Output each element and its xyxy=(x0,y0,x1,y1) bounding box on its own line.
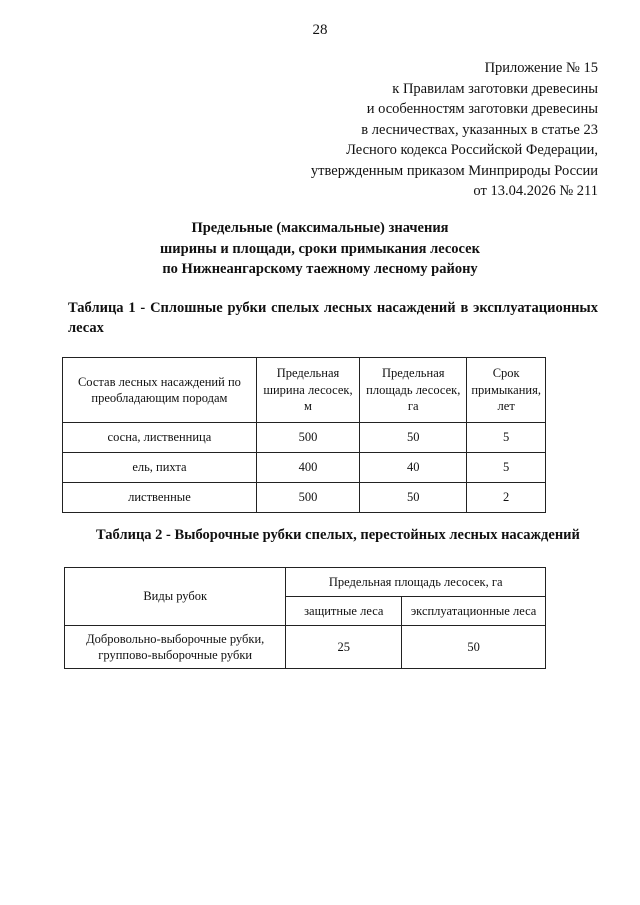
header-cell-cutting-type: Виды рубок xyxy=(65,568,286,626)
header-cell-width: Предельная ширина лесосек, м xyxy=(256,358,359,423)
appendix-line: утвержденным приказом Минприроды России xyxy=(310,162,598,179)
table-cell: 500 xyxy=(256,423,359,453)
table-cell: 5 xyxy=(467,423,546,453)
table-row xyxy=(65,626,546,669)
table-row xyxy=(63,453,546,483)
table-cell: ель, пихта xyxy=(63,453,257,483)
table2 xyxy=(64,567,546,669)
page-number: 28 xyxy=(312,22,328,38)
title-line: ширины и площади, сроки примыкания лесосек xyxy=(160,240,480,257)
appendix-line: Приложение № 15 xyxy=(484,60,598,76)
table-cell: 5 xyxy=(467,453,546,483)
appendix-line: в лесничествах, указанных в статье 23 xyxy=(361,121,598,138)
appendix-header xyxy=(238,58,598,202)
table-cell: 50 xyxy=(360,483,467,513)
table1-caption: Таблица 1 - Сплошные рубки спелых лесных насаждений в эксплуатационных лесах xyxy=(68,300,598,336)
appendix-line: Лесного кодекса Российской Федерации, xyxy=(346,142,598,158)
table-cell: 500 xyxy=(256,483,359,513)
table-row xyxy=(63,483,546,513)
table-cell: 25 xyxy=(286,626,402,669)
title-line: Предельные (максимальные) значения xyxy=(191,220,449,236)
document-title xyxy=(0,218,640,280)
header-cell-composition: Состав лесных насаждений по преобладающим породам xyxy=(63,358,257,423)
appendix-line: от 13.04.2026 № 211 xyxy=(473,183,598,199)
table-cell: 2 xyxy=(467,483,546,513)
table2-caption: Таблица 2 - Выборочные рубки спелых, перестойных лесных насаждений xyxy=(96,527,580,543)
table-cell: 40 xyxy=(360,453,467,483)
appendix-line: к Правилам заготовки древесины xyxy=(392,80,598,97)
table-cell: сосна, лиственница xyxy=(63,423,257,453)
appendix-line: и особенностям заготовки древесины xyxy=(366,101,598,117)
table-row xyxy=(63,423,546,453)
table-cell: 400 xyxy=(256,453,359,483)
table-header-row xyxy=(65,568,546,597)
table1 xyxy=(62,357,546,513)
table-cell: Добровольно-выборочные рубки, групповo-выборочные рубки xyxy=(65,626,286,669)
header-cell-area: Предельная площадь лесосек, га xyxy=(360,358,467,423)
table-cell: лиственные xyxy=(63,483,257,513)
header-cell-area-group: Предельная площадь лесосек, га xyxy=(286,568,546,597)
table-cell: 50 xyxy=(402,626,546,669)
header-cell-term: Срок примыкания, лет xyxy=(467,358,546,423)
title-line: по Нижнеангарскому таежному лесному району xyxy=(162,261,478,277)
table-cell: 50 xyxy=(360,423,467,453)
table-header-row xyxy=(63,358,546,423)
subheader-cell-protective: защитные леса xyxy=(286,597,402,626)
subheader-cell-exploitation: эксплуатационные леса xyxy=(402,597,546,626)
